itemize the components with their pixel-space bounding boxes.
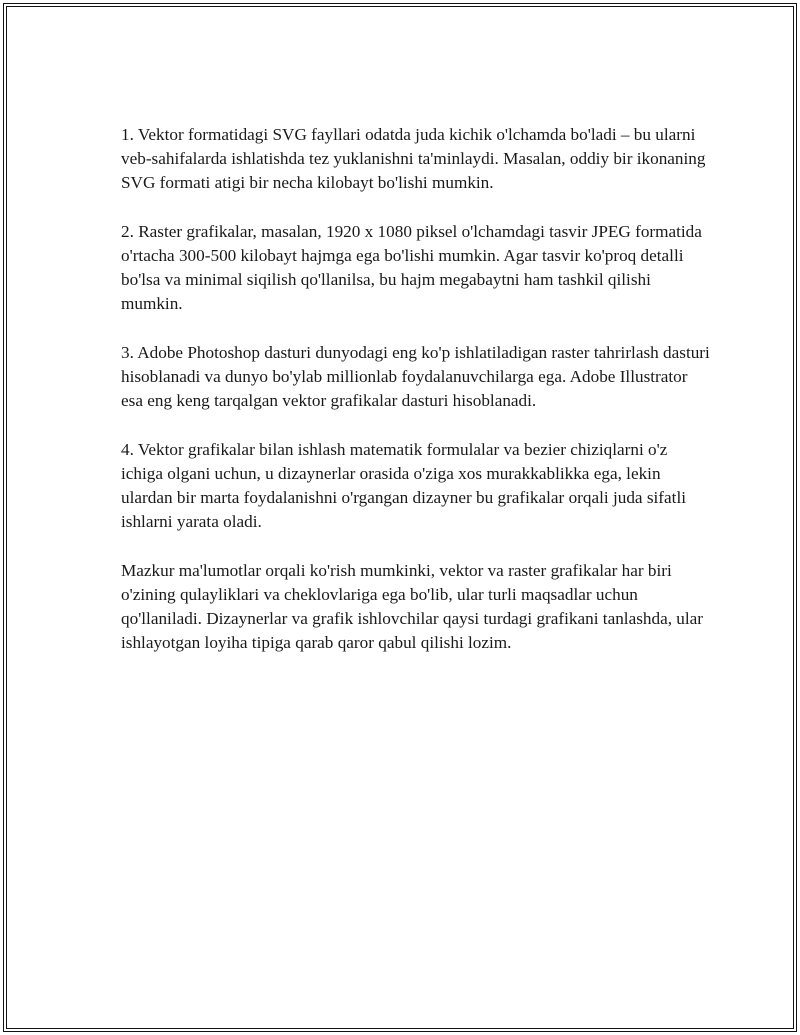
paragraph-4: 4. Vektor grafikalar bilan ishlash matematik formulalar va bezier chiziqlarni o'z ichiga olgani uchun, u dizaynerlar orasida o'ziga xos murakkablikka ega, lekin ulardan bir marta foydalanishni o'rgangan dizayner bu grafikalar orqali juda sifatli ishlarni yarata oladi.: [121, 439, 686, 532]
conclusion-paragraph: Mazkur ma'lumotlar orqali ko'rish mumkinki, vektor va raster grafikalar har biri o'zining qulayliklari va cheklovlariga ega bo'lib, ular turli maqsadlar uchun qo'llaniladi. Dizaynerlar va grafik ishlovchilar qaysi turdagi grafikani tanlashda, ular ishlayotgan loyiha tipiga qarab qaror qabul qilishi lozim.: [121, 560, 704, 653]
paragraph-1: 1. Vektor formatidagi SVG fayllari odatda juda kichik o'lchamda bo'ladi – bu ularni veb-sahifalarda ishlatishda tez yuklanishni ta'minlaydi. Masalan, oddiy bir ikonaning SVG formati atigi bir necha kilobayt bo'lishi mumkin.: [121, 125, 706, 193]
page-border: [3, 3, 797, 1032]
document-body: [121, 123, 711, 680]
paragraph-2: 2. Raster grafikalar, masalan, 1920 x 1080 piksel o'lchamdagi tasvir JPEG formatida o'rtacha 300-500 kilobayt hajmga ega bo'lishi mumkin. Agar tasvir ko'proq detalli bo'lsa va minimal siqilish qo'llanilsa, bu hajm megabaytni ham tashkil qilishi mumkin.: [121, 221, 702, 314]
paragraph-3: 3. Adobe Photoshop dasturi dunyodagi eng ko'p ishlatiladigan raster tahrirlash dasturi hisoblanadi va dunyo bo'ylab millionlab foydalanuvchilarga ega. Adobe Illustrator esa eng keng tarqalgan vektor grafikalar dasturi hisoblanadi.: [121, 342, 710, 411]
